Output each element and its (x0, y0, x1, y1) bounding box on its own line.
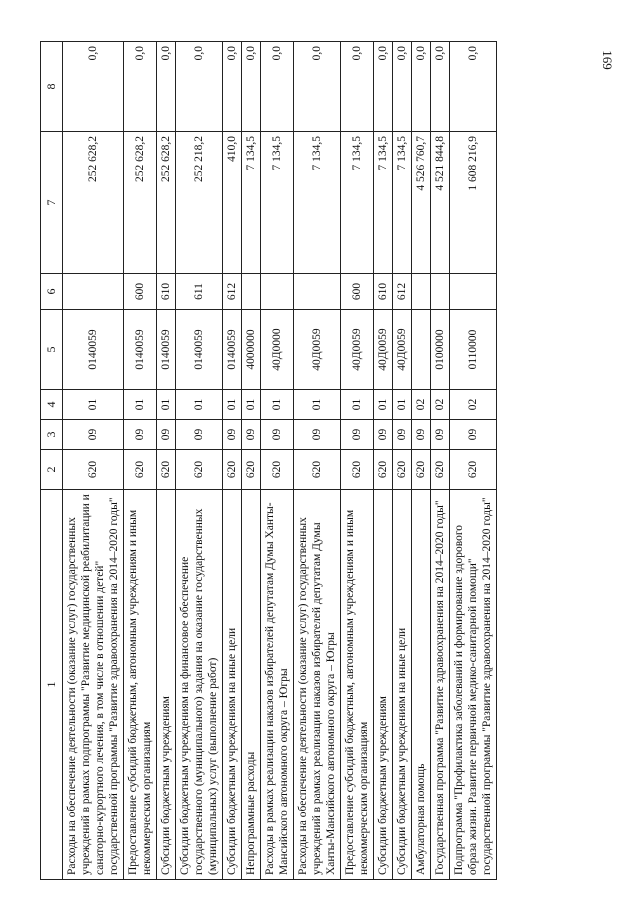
cell-admin-code: 620 (241, 450, 260, 490)
cell-admin-code: 620 (430, 450, 449, 490)
cell-col8: 0,0 (156, 42, 175, 132)
cell-expense-type: 612 (222, 274, 241, 310)
cell-target-article: 40Д0059 (373, 310, 392, 390)
cell-amount: 1 608 216,9 (449, 132, 496, 274)
cell-amount: 7 134,5 (340, 132, 373, 274)
cell-target-article: 40Д0059 (293, 310, 340, 390)
cell-col8: 0,0 (373, 42, 392, 132)
row-description: Расходы в рамках реализации наказов избирателей депутатам Думы Ханты-Мансийского автономного округа – Югры (260, 490, 293, 880)
cell-amount: 252 628,2 (62, 132, 123, 274)
cell-section: 09 (373, 420, 392, 450)
cell-target-article: 40Д0059 (392, 310, 411, 390)
row-description: Субсидии бюджетным учреждениям (156, 490, 175, 880)
cell-admin-code: 620 (62, 450, 123, 490)
cell-expense-type: 600 (123, 274, 156, 310)
cell-amount: 4 521 844,8 (430, 132, 449, 274)
cell-amount: 7 134,5 (392, 132, 411, 274)
table-row (241, 42, 260, 880)
cell-section: 09 (293, 420, 340, 450)
cell-subsection: 01 (373, 390, 392, 420)
col-header-6: 6 (41, 274, 63, 310)
row-description: Государственная программа "Развитие здравоохранения на 2014–2020 годы" (430, 490, 449, 880)
cell-expense-type: 610 (373, 274, 392, 310)
cell-target-article: 4000000 (241, 310, 260, 390)
cell-section: 09 (156, 420, 175, 450)
table-row (123, 42, 156, 880)
cell-subsection: 02 (430, 390, 449, 420)
cell-section: 09 (392, 420, 411, 450)
cell-section: 09 (241, 420, 260, 450)
cell-subsection: 01 (222, 390, 241, 420)
row-description: Предоставление субсидий бюджетным, автономным учреждениям и иным некоммерческим организациям (340, 490, 373, 880)
rotated-page (40, 40, 600, 880)
cell-col8: 0,0 (449, 42, 496, 132)
row-description: Подпрограмма "Профилактика заболеваний и формирование здорового образа жизни. Развитие первичной медико-санитарной помощи" государственной программы "Развитие здравоохранения на 2014–2020 годы" (449, 490, 496, 880)
cell-col8: 0,0 (430, 42, 449, 132)
cell-target-article: 0140059 (62, 310, 123, 390)
cell-expense-type (62, 274, 123, 310)
row-description: Расходы на обеспечение деятельности (оказание услуг) государственных учреждений в рамках подпрограммы "Развитие медицинской реабилитации и санаторно-курортного лечения, в том числе в отношении детей" государственной программы "Развитие здравоохранения на 2014–2020 годы" (62, 490, 123, 880)
page-number: 169 (600, 50, 615, 70)
cell-admin-code: 620 (222, 450, 241, 490)
cell-section: 09 (340, 420, 373, 450)
row-description: Субсидии бюджетным учреждениям на иные цели (392, 490, 411, 880)
cell-subsection: 01 (392, 390, 411, 420)
table-row (293, 42, 340, 880)
cell-subsection: 01 (175, 390, 222, 420)
rotated-content (40, 40, 600, 880)
cell-col8: 0,0 (123, 42, 156, 132)
cell-subsection: 01 (241, 390, 260, 420)
cell-admin-code: 620 (340, 450, 373, 490)
table-row (392, 42, 411, 880)
cell-col8: 0,0 (293, 42, 340, 132)
cell-section: 09 (222, 420, 241, 450)
cell-admin-code: 620 (123, 450, 156, 490)
table-row (62, 42, 123, 880)
table-row (156, 42, 175, 880)
cell-target-article (411, 310, 430, 390)
cell-amount: 252 628,2 (123, 132, 156, 274)
cell-expense-type: 600 (340, 274, 373, 310)
cell-admin-code: 620 (175, 450, 222, 490)
cell-amount: 410,0 (222, 132, 241, 274)
cell-col8: 0,0 (260, 42, 293, 132)
row-description: Расходы на обеспечение деятельности (оказание услуг) государственных учреждений в рамках реализации наказов избирателей депутатам Думы Ханты-Мансийского автономного округа – Югры (293, 490, 340, 880)
row-description: Предоставление субсидий бюджетным, автономным учреждениям и иным некоммерческим организациям (123, 490, 156, 880)
cell-section: 09 (449, 420, 496, 450)
cell-admin-code: 620 (449, 450, 496, 490)
cell-col8: 0,0 (62, 42, 123, 132)
cell-section: 09 (123, 420, 156, 450)
cell-admin-code: 620 (411, 450, 430, 490)
cell-subsection: 01 (62, 390, 123, 420)
cell-subsection: 02 (411, 390, 430, 420)
cell-subsection: 01 (123, 390, 156, 420)
col-header-7: 7 (41, 132, 63, 274)
cell-expense-type (241, 274, 260, 310)
col-header-5: 5 (41, 310, 63, 390)
cell-target-article: 40Д0000 (260, 310, 293, 390)
cell-amount: 7 134,5 (293, 132, 340, 274)
cell-expense-type: 611 (175, 274, 222, 310)
cell-expense-type (260, 274, 293, 310)
cell-expense-type (293, 274, 340, 310)
cell-col8: 0,0 (175, 42, 222, 132)
cell-subsection: 01 (260, 390, 293, 420)
row-description: Непрограммные расходы (241, 490, 260, 880)
cell-admin-code: 620 (260, 450, 293, 490)
cell-subsection: 02 (449, 390, 496, 420)
cell-target-article: 0110000 (449, 310, 496, 390)
col-header-2: 2 (41, 450, 63, 490)
cell-col8: 0,0 (411, 42, 430, 132)
cell-col8: 0,0 (340, 42, 373, 132)
cell-section: 09 (260, 420, 293, 450)
cell-amount: 7 134,5 (241, 132, 260, 274)
col-header-3: 3 (41, 420, 63, 450)
cell-section: 09 (175, 420, 222, 450)
cell-amount: 7 134,5 (260, 132, 293, 274)
cell-target-article: 0140059 (222, 310, 241, 390)
row-description: Субсидии бюджетным учреждениям на иные цели (222, 490, 241, 880)
cell-target-article: 40Д0059 (340, 310, 373, 390)
cell-expense-type (411, 274, 430, 310)
cell-section: 09 (411, 420, 430, 450)
row-description: Субсидии бюджетным учреждениям на финансовое обеспечение государственного (муниципального) задания на оказание государственных (муниципальных) услуг (выполнение работ) (175, 490, 222, 880)
cell-expense-type: 612 (392, 274, 411, 310)
cell-col8: 0,0 (241, 42, 260, 132)
cell-target-article: 0140059 (123, 310, 156, 390)
cell-amount: 7 134,5 (373, 132, 392, 274)
cell-target-article: 0140059 (175, 310, 222, 390)
col-header-4: 4 (41, 390, 63, 420)
cell-col8: 0,0 (222, 42, 241, 132)
cell-col8: 0,0 (392, 42, 411, 132)
col-header-8: 8 (41, 42, 63, 132)
table-row (222, 42, 241, 880)
row-description: Субсидии бюджетным учреждениям (373, 490, 392, 880)
header-row (41, 42, 63, 880)
row-description: Амбулаторная помощь (411, 490, 430, 880)
table-row (430, 42, 449, 880)
table-row (260, 42, 293, 880)
cell-expense-type (449, 274, 496, 310)
cell-amount: 252 628,2 (156, 132, 175, 274)
cell-section: 09 (430, 420, 449, 450)
cell-subsection: 01 (340, 390, 373, 420)
cell-subsection: 01 (156, 390, 175, 420)
cell-amount: 252 218,2 (175, 132, 222, 274)
cell-amount: 4 526 760,7 (411, 132, 430, 274)
col-header-1: 1 (41, 490, 63, 880)
cell-expense-type: 610 (156, 274, 175, 310)
table-row (411, 42, 430, 880)
cell-admin-code: 620 (392, 450, 411, 490)
cell-admin-code: 620 (156, 450, 175, 490)
cell-admin-code: 620 (373, 450, 392, 490)
table-row (340, 42, 373, 880)
cell-target-article: 0100000 (430, 310, 449, 390)
cell-subsection: 01 (293, 390, 340, 420)
cell-admin-code: 620 (293, 450, 340, 490)
budget-table (40, 41, 497, 880)
cell-expense-type (430, 274, 449, 310)
table-row (449, 42, 496, 880)
table-row (373, 42, 392, 880)
table-row (175, 42, 222, 880)
cell-target-article: 0140059 (156, 310, 175, 390)
cell-section: 09 (62, 420, 123, 450)
